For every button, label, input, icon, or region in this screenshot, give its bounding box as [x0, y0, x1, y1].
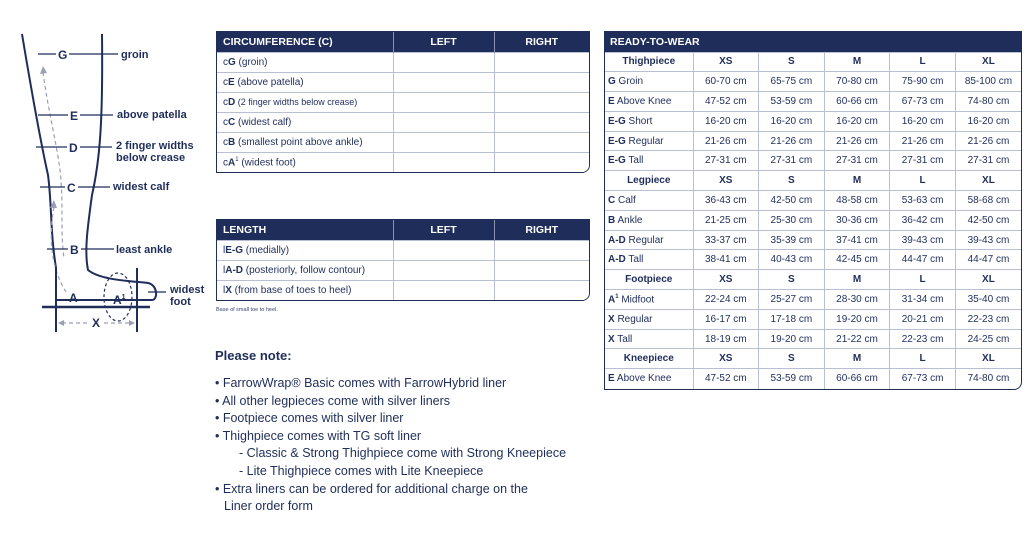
size-value: 38-41 cm: [693, 250, 759, 270]
size-header: XL: [955, 52, 1021, 72]
size-value: 42-50 cm: [759, 191, 825, 211]
length-row: [217, 240, 589, 260]
size-row-label: $A^1$ Midfoot: [605, 290, 693, 310]
length-table: [216, 219, 590, 301]
circumference-row: [217, 72, 589, 92]
label-foot: foot: [170, 296, 191, 308]
size-value: 70-80 cm: [824, 72, 890, 92]
left-value-cell[interactable]: [393, 112, 494, 132]
size-value: 19-20 cm: [824, 309, 890, 329]
size-header: M: [824, 349, 890, 369]
size-row: [605, 329, 1021, 349]
point-e-letter: E: [70, 109, 79, 123]
measurement-code: E-G: [608, 155, 626, 167]
size-value: 16-20 cm: [890, 111, 956, 131]
point-g-letter: G: [58, 48, 68, 62]
right-value-cell[interactable]: [494, 152, 589, 172]
point-d-letter: D: [69, 141, 78, 155]
ready-to-wear-table: [604, 31, 1022, 390]
size-row-label: B Ankle: [605, 210, 693, 230]
size-header: M: [824, 171, 890, 191]
size-value: 44-47 cm: [955, 250, 1021, 270]
left-header: LEFT: [393, 32, 494, 52]
size-value: 21-25 cm: [693, 210, 759, 230]
ready-to-wear-title: READY-TO-WEAR: [605, 32, 1021, 52]
note-line: - Lite Thighpiece comes with Lite Kneepiece: [239, 463, 484, 478]
size-value: 21-26 cm: [890, 131, 956, 151]
point-a-heel-letter: A: [69, 291, 78, 305]
size-value: 48-58 cm: [824, 191, 890, 211]
size-value: 22-23 cm: [890, 329, 956, 349]
size-value: 16-20 cm: [824, 111, 890, 131]
length-header: LENGTH: [217, 220, 393, 240]
size-row: [605, 151, 1021, 171]
note-line: - Classic & Strong Thighpiece come with Strong Kneepiece: [239, 446, 567, 461]
measurement-code: A: [608, 294, 616, 306]
size-header: XS: [693, 270, 759, 290]
size-value: 18-19 cm: [693, 329, 759, 349]
label-below-crease: below crease: [116, 152, 186, 164]
size-header: L: [890, 270, 956, 290]
size-value: 60-70 cm: [693, 72, 759, 92]
size-header: XS: [693, 52, 759, 72]
section-name: Legpiece: [605, 171, 693, 191]
size-value: 27-31 cm: [955, 151, 1021, 171]
length-row: [217, 260, 589, 280]
notes-list: [215, 375, 635, 516]
ready-to-wear-header-row: [605, 32, 1021, 52]
size-header: L: [890, 171, 956, 191]
length-row: [217, 280, 589, 300]
size-row: [605, 230, 1021, 250]
circumference-label: cD (2 finger widths below crease): [217, 92, 393, 112]
label-above-patella: above patella: [117, 109, 187, 121]
circumference-table: [216, 31, 590, 173]
right-value-cell[interactable]: [494, 132, 589, 152]
left-header: LEFT: [393, 220, 494, 240]
right-value-cell[interactable]: [494, 92, 589, 112]
right-value-cell[interactable]: [494, 112, 589, 132]
size-value: 53-59 cm: [759, 92, 825, 112]
size-value: 16-20 cm: [693, 111, 759, 131]
size-value: 27-31 cm: [693, 151, 759, 171]
size-value: 16-20 cm: [759, 111, 825, 131]
size-value: 39-43 cm: [890, 230, 956, 250]
leg-measurement-diagram: [0, 0, 215, 346]
size-value: 40-43 cm: [759, 250, 825, 270]
circumference-row: [217, 112, 589, 132]
size-header: S: [759, 270, 825, 290]
size-row: [605, 111, 1021, 131]
size-value: 19-20 cm: [759, 329, 825, 349]
measurement-code: C: [228, 116, 236, 128]
measurement-code: B: [228, 136, 236, 148]
notes-title: Please note:: [215, 348, 292, 363]
measurement-code: A-D: [608, 254, 626, 266]
size-value: 47-52 cm: [693, 92, 759, 112]
size-row-label: X Tall: [605, 329, 693, 349]
measurement-code: A-D: [225, 264, 244, 276]
circumference-label: cE (above patella): [217, 72, 393, 92]
size-value: 42-50 cm: [955, 210, 1021, 230]
label-least-ankle: least ankle: [116, 244, 173, 256]
size-value: 36-42 cm: [890, 210, 956, 230]
measurement-code: X: [225, 284, 232, 296]
size-header: S: [759, 52, 825, 72]
size-value: 39-43 cm: [955, 230, 1021, 250]
size-value: 21-26 cm: [759, 131, 825, 151]
size-value: 16-20 cm: [955, 111, 1021, 131]
size-row: [605, 290, 1021, 310]
size-value: 60-66 cm: [824, 369, 890, 389]
circumference-header: CIRCUMFERENCE (C): [217, 32, 393, 52]
right-value-cell[interactable]: [494, 52, 589, 72]
size-value: 33-37 cm: [693, 230, 759, 250]
right-header: RIGHT: [494, 32, 589, 52]
right-value-cell[interactable]: [494, 260, 589, 280]
size-header: M: [824, 52, 890, 72]
point-x-letter: X: [92, 316, 101, 330]
note-line: • Extra liners can be ordered for additional charge on the: [215, 481, 528, 496]
size-row-label: E-G Regular: [605, 131, 693, 151]
size-row-label: C Calf: [605, 191, 693, 211]
size-value: 17-18 cm: [759, 309, 825, 329]
size-row: [605, 191, 1021, 211]
size-row: [605, 250, 1021, 270]
size-row-label: A-D Tall: [605, 250, 693, 270]
section-name: Footpiece: [605, 270, 693, 290]
point-c-letter: C: [67, 181, 76, 195]
size-header: XL: [955, 349, 1021, 369]
size-value: 53-63 cm: [890, 191, 956, 211]
size-row: [605, 72, 1021, 92]
right-header: RIGHT: [494, 220, 589, 240]
section-header-row: [605, 171, 1021, 191]
size-value: 16-17 cm: [693, 309, 759, 329]
size-value: 21-26 cm: [955, 131, 1021, 151]
right-value-cell[interactable]: [494, 72, 589, 92]
measurement-code: E: [608, 373, 615, 385]
size-value: 47-52 cm: [693, 369, 759, 389]
measurement-code: C: [608, 194, 616, 206]
measurement-code: E: [228, 76, 235, 88]
size-header: L: [890, 52, 956, 72]
notes-section: [215, 348, 635, 516]
note-line: • FarrowWrap® Basic comes with FarrowHybrid liner: [215, 376, 507, 390]
circumference-row: [217, 52, 589, 72]
measurement-code: G: [228, 56, 236, 68]
size-value: 75-90 cm: [890, 72, 956, 92]
length-label: lX (from base of toes to heel): [217, 280, 393, 300]
left-value-cell[interactable]: [393, 52, 494, 72]
section-name: Thighpiece: [605, 52, 693, 72]
size-row-label: E-G Tall: [605, 151, 693, 171]
size-value: 24-25 cm: [955, 329, 1021, 349]
size-value: 21-26 cm: [693, 131, 759, 151]
measurement-code: B: [608, 214, 616, 226]
size-header: XS: [693, 349, 759, 369]
size-value: 36-43 cm: [693, 191, 759, 211]
size-row-label: E Above Knee: [605, 92, 693, 112]
left-value-cell[interactable]: [393, 132, 494, 152]
size-row-label: G Groin: [605, 72, 693, 92]
point-a1-foot-letter: $A^1$: [113, 293, 126, 307]
right-value-cell[interactable]: [494, 280, 589, 300]
size-value: 60-66 cm: [824, 92, 890, 112]
length-header-row: [217, 220, 589, 240]
left-value-cell[interactable]: [393, 280, 494, 300]
label-two-finger-widths: 2 finger widths: [116, 140, 194, 152]
size-row: [605, 131, 1021, 151]
label-groin: groin: [121, 49, 149, 61]
size-row-label: E-G Short: [605, 111, 693, 131]
size-value: 65-75 cm: [759, 72, 825, 92]
measurement-code: E: [608, 95, 615, 107]
size-value: 67-73 cm: [890, 369, 956, 389]
circumference-label: cB (smallest point above ankle): [217, 132, 393, 152]
size-value: 74-80 cm: [955, 369, 1021, 389]
length-label: lE-G (medially): [217, 240, 393, 260]
size-value: 22-23 cm: [955, 309, 1021, 329]
size-value: 85-100 cm: [955, 72, 1021, 92]
measurement-code: G: [608, 76, 616, 88]
size-header: S: [759, 349, 825, 369]
left-value-cell[interactable]: [393, 260, 494, 280]
section-header-row: [605, 52, 1021, 72]
size-row: [605, 210, 1021, 230]
size-row: [605, 309, 1021, 329]
size-value: 25-27 cm: [759, 290, 825, 310]
measurement-code: A-D: [608, 234, 626, 246]
measurement-code: D: [228, 96, 236, 108]
circumference-row: [217, 132, 589, 152]
section-header-row: [605, 270, 1021, 290]
left-value-cell[interactable]: [393, 72, 494, 92]
label-widest-calf: widest calf: [113, 181, 170, 193]
length-label: lA-D (posteriorly, follow contour): [217, 260, 393, 280]
size-value: 35-39 cm: [759, 230, 825, 250]
size-value: 27-31 cm: [890, 151, 956, 171]
size-value: 44-47 cm: [890, 250, 956, 270]
left-value-cell[interactable]: [393, 152, 494, 172]
left-value-cell[interactable]: [393, 92, 494, 112]
measurement-code: E-G: [225, 244, 244, 256]
section-name: Kneepiece: [605, 349, 693, 369]
circumference-header-row: [217, 32, 589, 52]
size-value: 58-68 cm: [955, 191, 1021, 211]
measurement-code: X: [608, 313, 615, 325]
point-b-letter: B: [70, 243, 79, 257]
circumference-row: [217, 152, 589, 172]
size-header: S: [759, 171, 825, 191]
length-footnote: Base of small toe to heel.: [216, 307, 278, 313]
measurement-code: X: [608, 333, 615, 345]
size-row-label: E Above Knee: [605, 369, 693, 389]
size-header: XL: [955, 270, 1021, 290]
size-value: 21-22 cm: [824, 329, 890, 349]
size-value: 74-80 cm: [955, 92, 1021, 112]
size-value: 28-30 cm: [824, 290, 890, 310]
size-value: 25-30 cm: [759, 210, 825, 230]
section-header-row: [605, 349, 1021, 369]
circumference-row: [217, 92, 589, 112]
size-value: 53-59 cm: [759, 369, 825, 389]
size-value: 20-21 cm: [890, 309, 956, 329]
size-header: M: [824, 270, 890, 290]
size-value: 67-73 cm: [890, 92, 956, 112]
right-value-cell[interactable]: [494, 240, 589, 260]
note-line: • Footpiece comes with silver liner: [215, 411, 404, 426]
size-value: 27-31 cm: [824, 151, 890, 171]
size-header: L: [890, 349, 956, 369]
size-header: XS: [693, 171, 759, 191]
note-line: Liner order form: [224, 499, 313, 514]
size-row: [605, 92, 1021, 112]
size-value: 31-34 cm: [890, 290, 956, 310]
left-value-cell[interactable]: [393, 240, 494, 260]
size-value: 35-40 cm: [955, 290, 1021, 310]
circumference-label: $cA^1$ (widest foot): [217, 152, 393, 172]
measurement-code: E-G: [608, 135, 626, 147]
size-row: [605, 369, 1021, 389]
size-value: 21-26 cm: [824, 131, 890, 151]
label-widest: widest: [170, 284, 205, 296]
size-value: 37-41 cm: [824, 230, 890, 250]
size-value: 22-24 cm: [693, 290, 759, 310]
note-line: • Thighpiece comes with TG soft liner: [215, 428, 422, 443]
size-row-label: A-D Regular: [605, 230, 693, 250]
size-value: 30-36 cm: [824, 210, 890, 230]
size-value: 42-45 cm: [824, 250, 890, 270]
circumference-label: cC (widest calf): [217, 112, 393, 132]
circumference-label: cG (groin): [217, 52, 393, 72]
measurement-code: A: [228, 156, 236, 168]
size-header: XL: [955, 171, 1021, 191]
size-value: 27-31 cm: [759, 151, 825, 171]
size-row-label: X Regular: [605, 309, 693, 329]
note-line: • All other legpieces come with silver liners: [215, 393, 451, 408]
measurement-code: E-G: [608, 115, 626, 127]
